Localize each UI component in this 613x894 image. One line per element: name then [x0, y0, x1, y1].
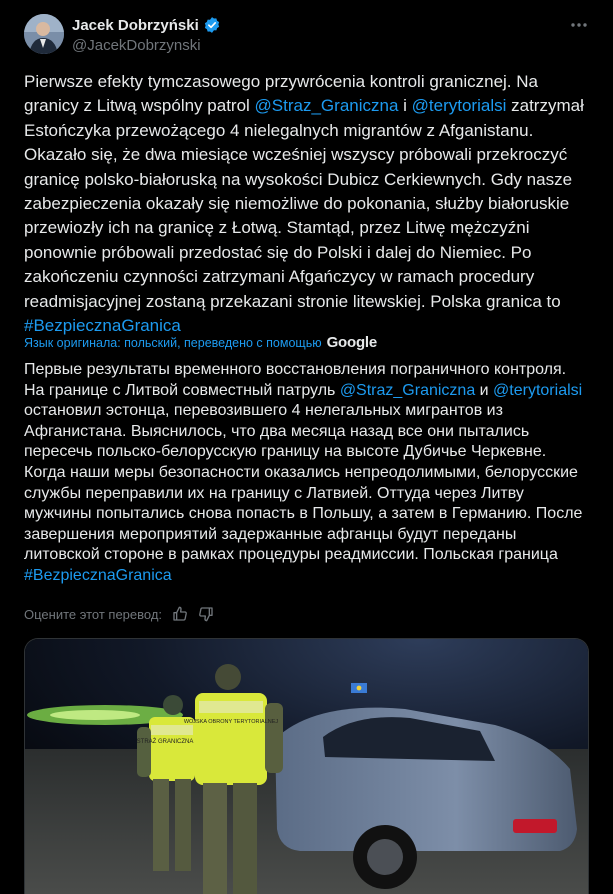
translated-mention-straz-graniczna[interactable]: @Straz_Graniczna	[339, 381, 476, 399]
author-name[interactable]: Jacek Dobrzyński	[72, 16, 199, 34]
rate-translation-label: Оцените этот перевод:	[24, 606, 163, 622]
rate-translation	[24, 606, 214, 622]
author-handle[interactable]: @JacekDobrzynski	[72, 37, 201, 54]
author-avatar[interactable]	[24, 14, 64, 54]
translation-attribution[interactable]	[24, 334, 377, 351]
translated-mention-terytorialsi[interactable]: @terytorialsi	[493, 381, 583, 399]
translated-text-segment: остановил эстонца, перевозившего 4 нелегальных мигрантов из Афганистана. Выяснилось, что два месяца назад все они пытались пересечь польско-белорусскую границу на высоте Дубичье Черкевне. Когда наши меры безопасности оказались непреодолимыми, белорусские службы переправили их на границу с Латвией. Оттуда через Литву мужчины попытались снова попасть в Польшу, а затем в Германию. После завершения мероприятий задержанные афганцы будут переданы литовской стороне в рамках процедуры реадмиссии. Польская граница	[24, 402, 583, 564]
mention-straz-graniczna[interactable]: @Straz_Graniczna	[254, 96, 399, 116]
vest-label-1: STRAŻ GRANICZNA	[136, 739, 194, 745]
translated-hashtag-bezpieczna-granica[interactable]: #BezpiecznaGranica	[24, 566, 172, 584]
author-name-row[interactable]	[72, 16, 221, 34]
post-text-segment: zatrzymał Estończyka przewożącego 4 nielegalnych migrantów z Afganistanu. Okazało się, że dwa miesiące wcześniej wszyscy próbowali przekroczyć granicę polsko-białoruską na wysokości Dubicz Cerkiewnych. Gdy nasze zabezpieczenia okazały się niemożliwe do pokonania, służby białoruskie przewiozły ich na granicę z Łotwą. Stamtąd, przez Litwę mężczyźni ponownie próbowali przedostać się do Polski i dalej do Niemiec. Po zakończeniu czynności zatrzymani Afgańczycy w ramach procedury readmisjacyjnej zostaną przekazani stronie litewskiej. Polska granica to	[24, 96, 584, 311]
google-logo: Google	[326, 334, 378, 351]
post-text-segment: i	[398, 96, 412, 116]
post-text	[24, 70, 589, 338]
translated-text-segment: и	[475, 381, 494, 399]
vest-label-2: WOJSKA OBRONY TERYTORIALNEJ	[183, 719, 279, 725]
post-photo[interactable]	[24, 638, 589, 894]
translation-attribution-label[interactable]: Язык оригинала: польский, переведено с помощью	[24, 335, 322, 350]
post-text-segment: Pierwsze efekty tymczasowego przywrócenia kontroli granicznej. Na granicy z Litwą wspólny patrol	[24, 72, 538, 116]
thumbs-up-icon[interactable]	[172, 606, 188, 622]
hashtag-bezpieczna-granica[interactable]: #BezpiecznaGranica	[24, 316, 181, 336]
translated-text-segment: Первые результаты временного восстановления пограничного контроля. На границе с Литвой совместный патруль	[24, 361, 567, 399]
more-options-icon[interactable]	[568, 14, 590, 36]
thumbs-down-icon[interactable]	[198, 606, 214, 622]
post-header	[24, 14, 590, 60]
verified-badge-icon[interactable]	[203, 16, 221, 34]
mention-terytorialsi[interactable]: @terytorialsi	[411, 96, 507, 116]
translated-text	[24, 360, 589, 587]
